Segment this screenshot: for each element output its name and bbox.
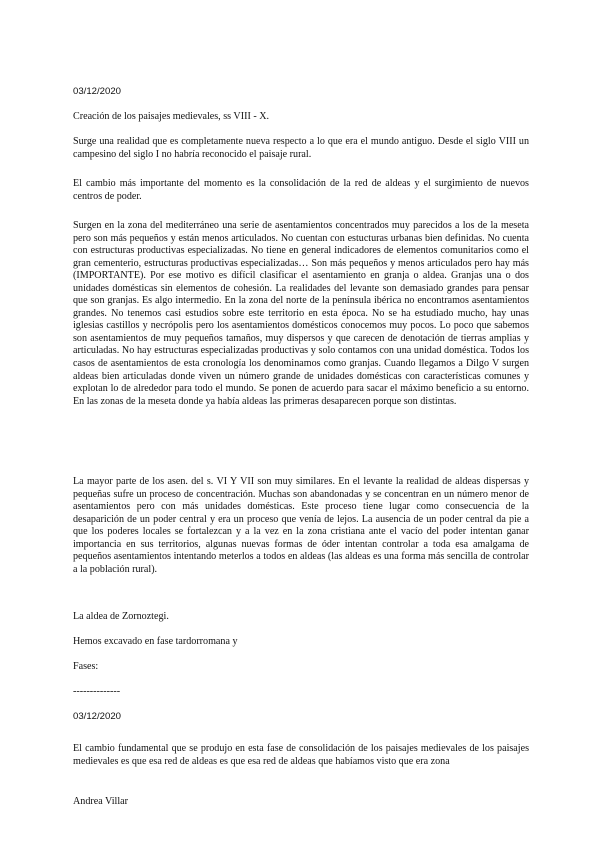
paragraph-excavation: Hemos excavado en fase tardorromana y (73, 636, 238, 647)
date-heading: 03/12/2020 (73, 86, 122, 97)
paragraph-concentration: La mayor parte de los asen. del s. VI Y VII son muy similares. En el levante la realidad de aldeas dispersas y pequeñas sufre un proceso de concentración. Muchas son abandonadas y se concentran en un número menor de asentamientos pero con más unidades domésticas. Este proceso tiene lugar como consecuencia de la desaparición de un poder central y era un proceso que venía de lejos. La ausencia de un poder central da pie a que los poderes locales se fortalezcan y a la vez en la zona cristiana ante el vacío del poder intentan ganar importancia en sus territorios, algunas nuevas formas de óder intentan controlar a toda esa amalgama de pequeños asentamientos intentando meterlos a todos en aldeas (las aldeas es una forma más sencilla de controlar a la población rural). (73, 476, 529, 575)
author-footer: Andrea Villar (73, 796, 128, 807)
paragraph-zornoztegi: La aldea de Zornoztegi. (73, 611, 169, 622)
paragraph-final: El cambio fundamental que se produjo en esta fase de consolidación de los paisajes medievales de los paisajes medievales es que esa red de aldeas es que esa red de aldeas que habíamos visto que era zona (73, 743, 529, 767)
paragraph-phases: Fases: (73, 661, 99, 672)
paragraph-intro: Surge una realidad que es completamente nueva respecto a lo que era el mundo antiguo. Desde el siglo VIII un campesino del siglo I no habría reconocido el paisaje rural. (73, 136, 529, 160)
paragraph-mediterranean: Surgen en la zona del mediterráneo una serie de asentamientos concentrados muy parecidos a los de la meseta pero son más pequeños y están menos articulados. No cuentan con estucturas urbanas bien definidas. No cuenta con estructuras productivas especializadas. No tiene en general indicadores de elementos comunitarios como el gran cementerio, estructuras productivas especializadas… Son más pequeños y menos articulados pero hay más (IMPORTANTE). Por ese motivo es difícil clasificar el asentamiento en granja o aldea. Granjas una o dos unidades domésticas sin elementos de cohesión. La realidades del levante son demasiado grandes para pensar que son granjas. Es algo intermedio. En la zona del norte de la península ibérica no encontramos asentamientos grandes. No tenemos casi estudios sobre este territorio en esta época. No se ha estudiado mucho, hay unas iglesias castillos y necrópolis pero los asentamientos domésticos conocemos muy pocos. Lo poco que sabemos son asentamientos de muy pequeños tamaños, muy dispersos y que carecen de denotación de tierras amplias y articuladas. No hay estructuras especializadas productivas y solo contamos con una unidad doméstica. Todos los casos de asentamientos de esta cronología los denominamos como granjas. Cuando llegamos a Dilgo V surgen aldeas bien articuladas donde viven un número grande de unidades domésticas con características comunes y explotan lo de alrededor para todo el mundo. Se ponen de acuerdo para sacar el máximo beneficio a su entorno. En las zonas de la meseta donde ya había aldeas las primeras desaparecen porque son distintas. (73, 220, 529, 407)
paragraph-main-change: El cambio más importante del momento es la consolidación de la red de aldeas y el surgimiento de nuevos centros de poder. (73, 178, 529, 202)
date-second: 03/12/2020 (73, 711, 122, 722)
document-title: Creación de los paisajes medievales, ss VIII - X. (73, 111, 270, 122)
separator-dashes: -------------- (73, 686, 121, 697)
